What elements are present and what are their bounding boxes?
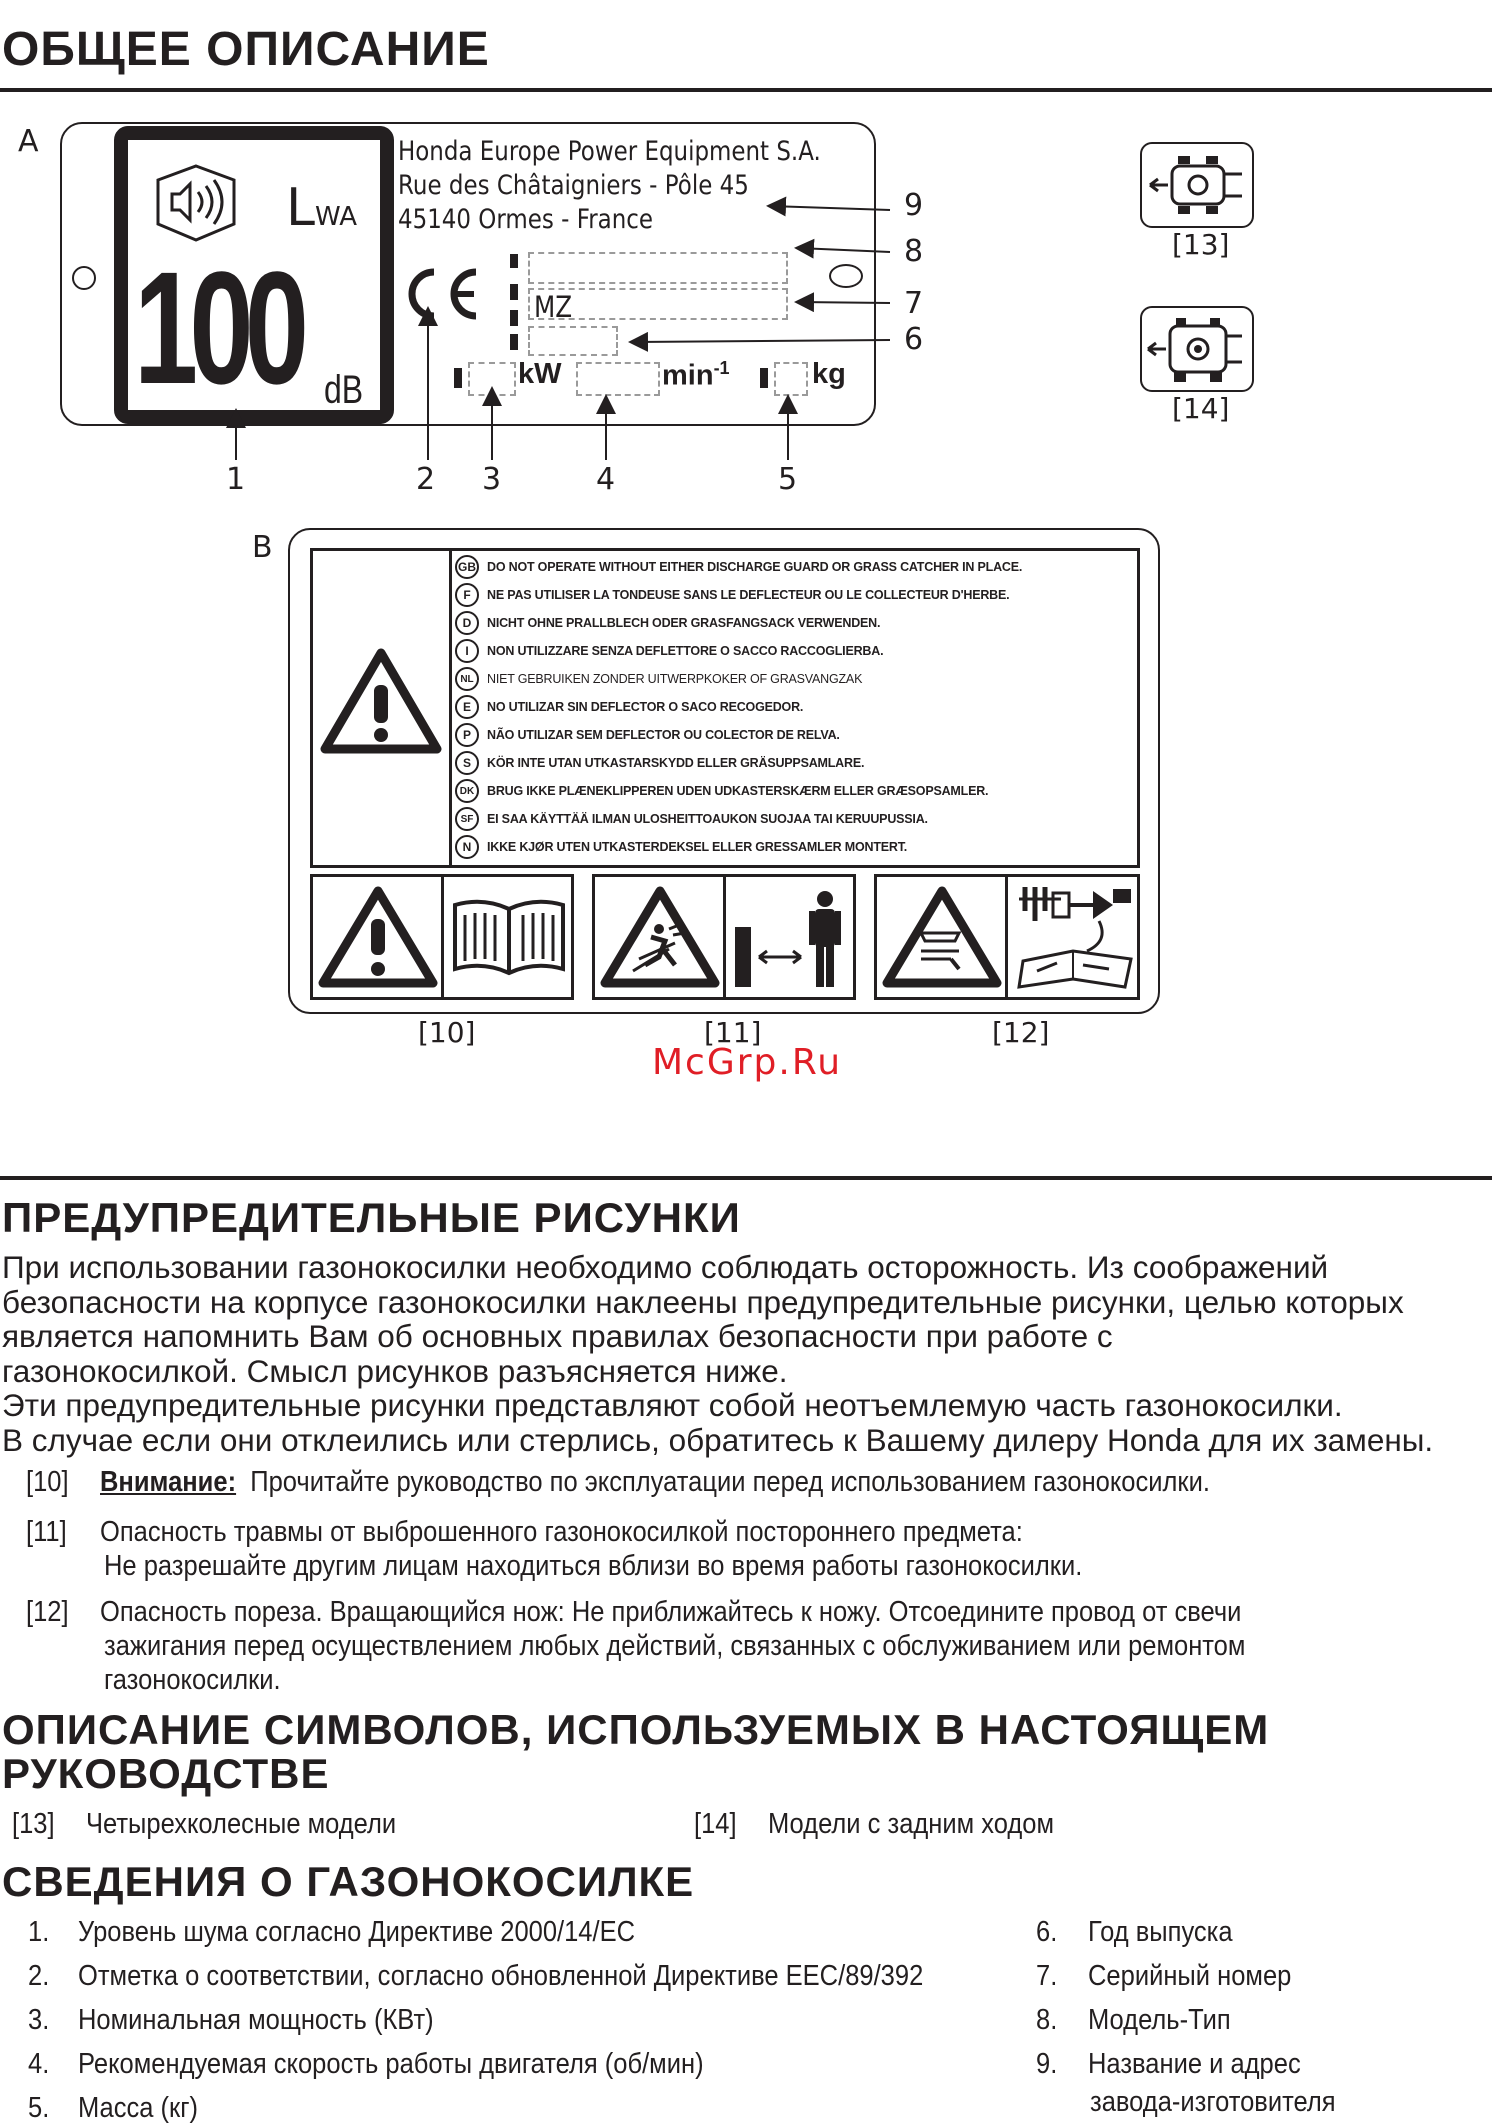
body-line: Эти предупредительные рисунки представляют собой неотъемлемую часть газонокосилки. (2, 1387, 1343, 1423)
pictogram-divider (723, 877, 726, 997)
manufacturer-city: 45140 Ormes - France (398, 204, 654, 235)
warning-icon-cell (313, 551, 452, 865)
callout-4: 4 (596, 462, 616, 497)
spec-text: Отметка о соответствии, согласно обновленной Директиве ЕЕС/89/392 (78, 1960, 924, 1992)
warning-text: IKKE KJØR UTEN UTKASTERDEKSEL ELLER GRESSAMLER MONTERT. (487, 840, 908, 854)
callout-3: 3 (482, 462, 502, 497)
lang-code: D (455, 611, 479, 635)
noise-unit: dB (324, 368, 364, 412)
spec-num: 6. (1036, 1916, 1058, 1948)
body-line: является напомнить Вам об основных правилах безопасности при работе с (2, 1318, 1113, 1354)
thrown-object-icon (599, 885, 721, 989)
warning-text: NÃO UTILIZAR SEM DEFLECTOR OU COLECTOR DE RELVA. (487, 728, 840, 742)
body-line: В случае если они отклеились или стерлись, обратитесь к Вашему дилеру Honda для их замены. (2, 1421, 1434, 1458)
warning-text: EI SAA KÄYTTÄÄ ILMAN ULOSHEITTOAUKON SUOJAA TAI KERUUPUSSIA. (487, 812, 928, 826)
lang-code: P (455, 723, 479, 747)
section4-title: СВЕДЕНИЯ О ГАЗОНОКОСИЛКЕ (2, 1858, 695, 1905)
serial-prefix: MZ (534, 290, 573, 324)
warning-text: NO UTILIZAR SIN DEFLECTOR O SACO RECOGEDOR. (487, 700, 804, 714)
spec-num: 4. (28, 2048, 50, 2080)
item-tag-12: [12] (26, 1596, 69, 1628)
spec-num: 7. (1036, 1960, 1058, 1992)
manufacturer-name: Honda Europe Power Equipment S.A. (398, 136, 821, 167)
power-unit: kW (518, 358, 562, 390)
speed-unit: $\min^{-1}$ (662, 358, 730, 392)
item-11-line-1: Опасность травмы от выброшенного газонокосилкой постороннего предмета: (100, 1516, 1023, 1548)
item-11-line-2: Не разрешайте другим лицам находиться вблизи во время работы газонокосилки. (104, 1550, 1083, 1582)
pictogram-tag-11: [11] (704, 1016, 762, 1049)
spec-text-cont: завода-изготовителя (1090, 2086, 1336, 2118)
symbol-tag-13: [13] (1172, 228, 1230, 261)
figure-b-label: B (252, 530, 273, 565)
callout-5: 5 (778, 462, 798, 497)
lang-code: DK (455, 779, 479, 803)
disconnect-spark-plug-icon (1013, 881, 1137, 993)
warning-row (455, 833, 907, 861)
spec-num: 1. (28, 1916, 50, 1948)
callout-9: 9 (904, 188, 924, 223)
spec-num: 2. (28, 1960, 50, 1992)
lang-code: SF (455, 807, 479, 831)
figure-a-label: A (18, 124, 39, 159)
pictogram-12 (874, 874, 1140, 1000)
lang-code: E (455, 695, 479, 719)
symbol-item-13: Четырехколесные модели (86, 1808, 397, 1840)
lang-code: GB (455, 555, 479, 579)
pictogram-10 (310, 874, 574, 1000)
reverse-symbol (1140, 306, 1254, 392)
warning-text: DO NOT OPERATE WITHOUT EITHER DISCHARGE GUARD OR GRASS CATCHER IN PLACE. (487, 560, 1023, 574)
callout-2: 2 (416, 462, 436, 497)
lang-code: N (455, 835, 479, 859)
reverse-mower-icon (1142, 308, 1252, 390)
spec-num: 5. (28, 2092, 50, 2124)
item-12-line-1: Опасность пореза. Вращающийся нож: Не приближайтесь к ножу. Отсоедините провод от свечи (100, 1596, 1242, 1628)
item-10-text (100, 1466, 1210, 1499)
manual-book-icon (449, 895, 569, 981)
four-wheel-symbol (1140, 142, 1254, 228)
callout-7: 7 (904, 286, 924, 321)
warning-triangle-icon (317, 885, 439, 989)
warning-text: BRUG IKKE PLÆNEKLIPPEREN UDEN UDKASTERSKÆRM ELLER GRÆSOPSAMLER. (487, 784, 989, 798)
attention-label: Внимание: (100, 1466, 237, 1498)
warning-panel (310, 548, 1140, 868)
warning-row (455, 693, 803, 721)
lang-code: S (455, 751, 479, 775)
warning-texts (455, 551, 1135, 865)
spec-text: Год выпуска (1088, 1916, 1233, 1948)
section2-rule (0, 1176, 1492, 1180)
page-title: ОБЩЕЕ ОПИСАНИЕ (2, 23, 490, 76)
blade-cut-icon (881, 885, 1003, 989)
lwa-label: LWA (286, 178, 358, 238)
warning-text: NIET GEBRUIKEN ZONDER UITWERPKOKER OF GRASVANGZAK (487, 672, 863, 686)
spec-text: Рекомендуемая скорость работы двигателя (об/мин) (78, 2048, 704, 2080)
keep-distance-icon (731, 887, 851, 991)
item-10-line: Прочитайте руководство по эксплуатации перед использованием газонокосилки. (250, 1466, 1210, 1498)
item-tag-10: [10] (26, 1466, 69, 1498)
callout-8: 8 (904, 234, 924, 269)
safety-label (288, 528, 1160, 1014)
spec-text: Модель-Тип (1088, 2004, 1231, 2036)
spec-num: 8. (1036, 2004, 1058, 2036)
warning-triangle-icon (319, 647, 443, 755)
manufacturer-street: Rue des Châtaigniers - Pôle 45 (398, 170, 749, 201)
four-wheel-mower-icon (1142, 144, 1252, 226)
item-12-line-3: газонокосилки. (104, 1664, 281, 1696)
noise-value: 100 (134, 238, 301, 417)
item-tag-11: [11] (26, 1516, 67, 1548)
warning-row (455, 777, 988, 805)
spec-text: Номинальная мощность (КВт) (78, 2004, 434, 2036)
pictogram-tag-12: [12] (992, 1016, 1050, 1049)
pictogram-divider (441, 877, 444, 997)
warning-text: KÖR INTE UTAN UTKASTARSKYDD ELLER GRÄSUPPSAMLARE. (487, 756, 865, 770)
lang-code: F (455, 583, 479, 607)
warning-text: NICHT OHNE PRALLBLECH ODER GRASFANGSACK VERWENDEN. (487, 616, 881, 630)
warning-row (455, 581, 1009, 609)
spec-text: Масса (кг) (78, 2092, 199, 2124)
symbol-tag-14: [14] (1172, 392, 1230, 425)
lang-code: I (455, 639, 479, 663)
warning-row (455, 553, 1022, 581)
warning-row (455, 749, 864, 777)
body-line: При использовании газонокосилки необходимо соблюдать осторожность. Из соображений (2, 1249, 1329, 1285)
pictogram-divider (1005, 877, 1008, 997)
spec-num: 9. (1036, 2048, 1058, 2080)
warning-row (455, 805, 928, 833)
warning-row (455, 637, 883, 665)
callout-6: 6 (904, 322, 924, 357)
callout-leaders (0, 0, 1492, 520)
watermark: McGrp.Ru (652, 1042, 843, 1083)
body-line: безопасности на корпусе газонокосилки наклеены предупредительные рисунки, целью которых (2, 1283, 1404, 1320)
warning-row (455, 721, 840, 749)
section2-title: ПРЕДУПРЕДИТЕЛЬНЫЕ РИСУНКИ (2, 1194, 741, 1241)
symbol-item-tag-13: [13] (12, 1808, 55, 1840)
section3-title-line: РУКОВОДСТВЕ (2, 1750, 330, 1797)
spec-num: 3. (28, 2004, 50, 2036)
section3-title-line: ОПИСАНИЕ СИМВОЛОВ, ИСПОЛЬЗУЕМЫХ В НАСТОЯЩЕМ (2, 1706, 1270, 1753)
section2-body (2, 1250, 1490, 1457)
warning-row (455, 665, 862, 693)
mass-unit: kg (812, 358, 846, 390)
spec-text: Серийный номер (1088, 1960, 1292, 1992)
warning-text: NE PAS UTILISER LA TONDEUSE SANS LE DEFLECTEUR OU LE COLLECTEUR D'HERBE. (487, 588, 1010, 602)
spec-text: Название и адрес (1088, 2048, 1301, 2080)
item-12-line-2: зажигания перед осуществлением любых действий, связанных с обслуживанием или ремонтом (104, 1630, 1246, 1662)
warning-text: NON UTILIZZARE SENZA DEFLETTORE O SACCO RACCOGLIERBA. (487, 644, 884, 658)
callout-1: 1 (226, 462, 246, 497)
lang-code: NL (455, 667, 479, 691)
spec-text: Уровень шума согласно Директиве 2000/14/ЕС (78, 1916, 636, 1948)
pictogram-11 (592, 874, 856, 1000)
symbol-item-tag-14: [14] (694, 1808, 737, 1840)
symbol-item-14: Модели с задним ходом (768, 1808, 1055, 1840)
pictogram-tag-10: [10] (418, 1016, 476, 1049)
warning-row (455, 609, 880, 637)
section3-title (2, 1708, 1269, 1796)
body-line: газонокосилкой. Смысл рисунков разъясняется ниже. (2, 1352, 788, 1389)
